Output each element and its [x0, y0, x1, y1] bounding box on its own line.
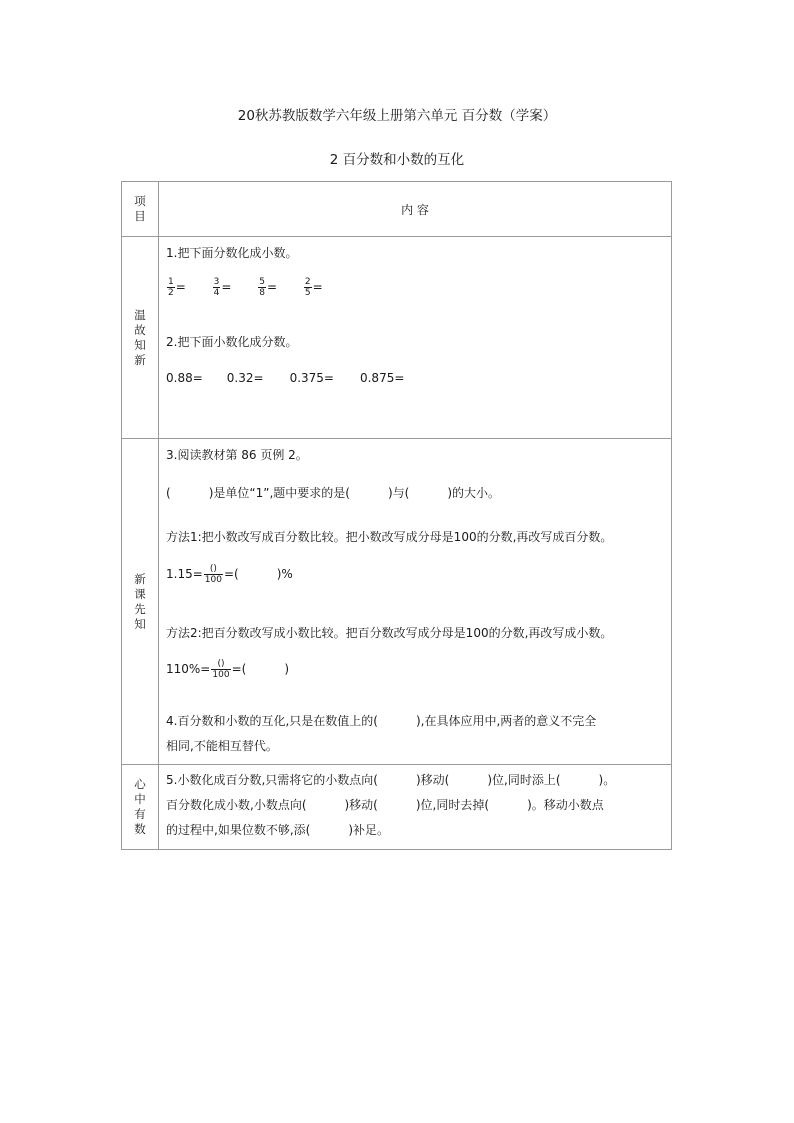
header-row: [122, 182, 672, 237]
review-row: [122, 237, 672, 439]
review-question-1: 1.把下面分数化成小数。: [166, 246, 298, 260]
fraction-item: $\frac{3}{4}$ =: [213, 277, 232, 298]
summary-line-1: 5.小数化成百分数,只需将它的小数点向( )移动( )位,同时添上( )。: [166, 773, 616, 787]
new-lesson-content-cell: [159, 439, 672, 765]
question-3-blanks: ( )是单位“1”,题中要求的是( )与( )的大小。: [166, 486, 500, 500]
header-item-cell: [122, 182, 159, 237]
document-title: 20秋苏教版数学六年级上册第六单元 百分数（学案）: [237, 108, 557, 124]
summary-content-cell: [159, 765, 672, 850]
question-3: 3.阅读教材第 86 页例 2。: [166, 448, 308, 462]
fraction-item: $\frac{5}{8}$ =: [259, 277, 278, 298]
header-content-label: 内 容: [401, 202, 429, 217]
summary-label-cell: [122, 765, 159, 850]
summary-label: 心中有数: [134, 777, 146, 836]
fraction-list: [166, 277, 345, 298]
decimal-item: 0.32=: [226, 371, 264, 385]
decimal-item: 0.875=: [359, 371, 405, 385]
fraction-item: $\frac{1}{2}$ =: [168, 277, 186, 298]
new-lesson-row: [122, 439, 672, 765]
new-lesson-label-cell: [122, 439, 159, 765]
header-content-cell: [159, 182, 672, 237]
method-2: 方法2:把百分数改写成小数比较。把百分数改写成分母是100的分数,再改写成小数。: [166, 626, 613, 640]
worksheet-table: [121, 181, 672, 850]
review-question-2: 2.把下面小数化成分数。: [166, 335, 298, 349]
review-label-cell: [122, 237, 159, 439]
header-item-label: 项目: [134, 194, 146, 223]
decimal-list: [166, 371, 404, 385]
review-label: 温故知新: [134, 307, 146, 367]
method-2-formula: 110%= $\frac{()}{100}$ =( ): [166, 659, 289, 680]
summary-line-3: 的过程中,如果位数不够,添( )补足。: [166, 823, 389, 837]
review-content-cell: [159, 237, 672, 439]
lesson-subtitle: 2 百分数和小数的互化: [329, 152, 465, 168]
question-4-line-2: 相同,不能相互替代。: [166, 739, 278, 753]
decimal-item: 0.88=: [166, 371, 203, 385]
fraction-item: $\frac{2}{5}$ =: [304, 277, 323, 298]
method-1-formula: 1.15= $\frac{()}{100}$ =( )%: [166, 564, 293, 585]
decimal-item: 0.375=: [289, 371, 334, 385]
method-1: 方法1:把小数改写成百分数比较。把小数改写成分母是100的分数,再改写成百分数。: [166, 530, 613, 544]
question-4-line-1: 4.百分数和小数的互化,只是在数值上的( ),在具体应用中,两者的意义不完全: [166, 714, 597, 728]
summary-row: [122, 765, 672, 850]
summary-line-2: 百分数化成小数,小数点向( )移动( )位,同时去掉( )。移动小数点: [166, 798, 604, 812]
new-lesson-label: 新课先知: [134, 571, 146, 631]
